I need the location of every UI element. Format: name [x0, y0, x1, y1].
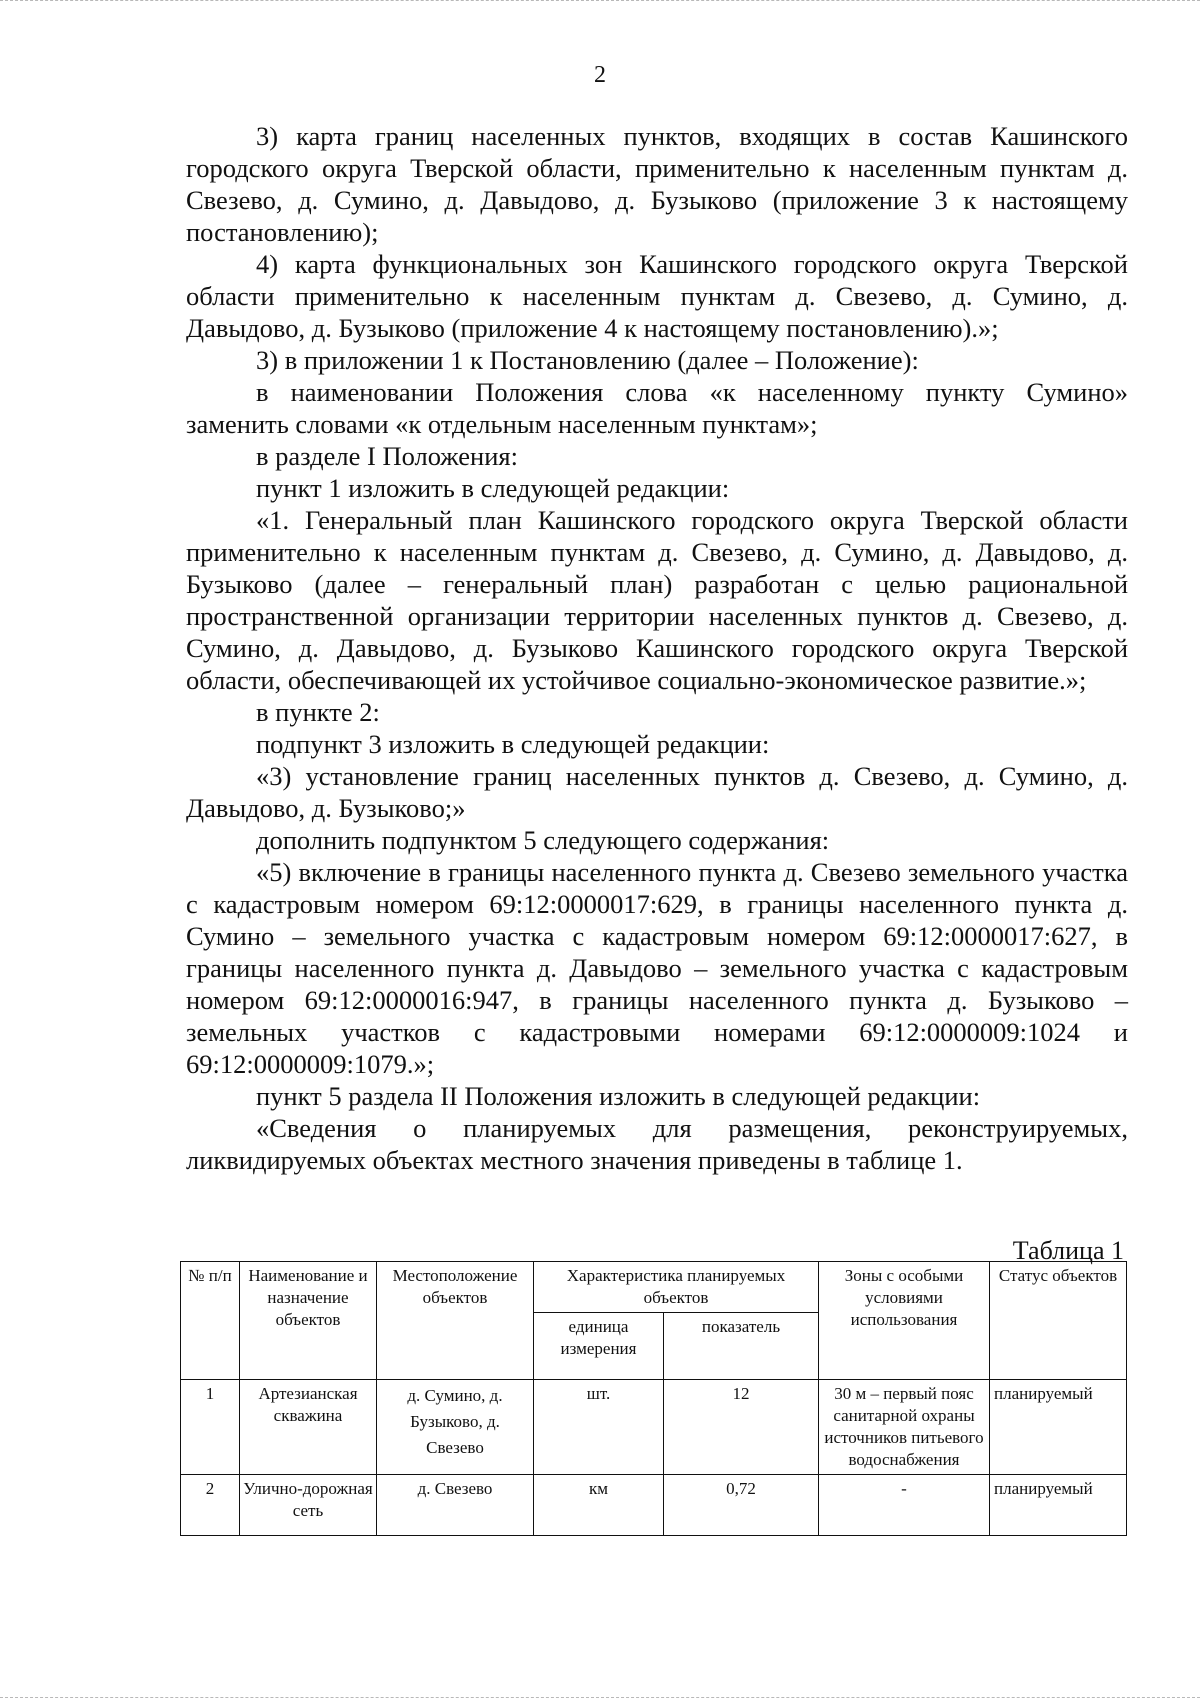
table-caption: Таблица 1 — [1012, 1236, 1124, 1265]
paragraph-map-zones: 4) карта функциональных зон Кашинского городского округа Тверской области применительно к населенным пунктам д. Свезево, д. Сумино, д. Давыдово, д. Бузыково (приложение 4 к настоящему постановлению).»; — [186, 249, 1128, 343]
cell-num: 1 — [181, 1380, 240, 1475]
paragraph-subitem-5-text: «5) включение в границы населенного пункта д. Свезево земельного участка с кадастровым номером 69:12:0000017:629, в границы населенного пункта д. Сумино – земельного участка с кадастровым номером 69:12:0000017:627, в границы населенного пункта д. Давыдово – земельного участка с кадастровым номером 69:12:0000016:947, в границы населенного пункта д. Бузыково – земельных участков с кадастровыми номерами 69:12:0000009:1024 и 69:12:0000009:1079.»; — [186, 857, 1128, 1079]
header-name: Наименование и назначение объектов — [240, 1262, 377, 1380]
header-value: показатель — [664, 1313, 819, 1380]
paragraph-item-1-text: «1. Генеральный план Кашинского городского округа Тверской области применительно к населенным пунктам д. Свезево, д. Сумино, д. Давыдово, д. Бузыково (далее – генеральный план) разработан с целью рациональной пространственной организации территории населенных пунктов д. Свезево, д. Сумино, д. Давыдово, д. Бузыково Кашинского городского округа Тверской области, обеспечивающей их устойчивое социально-экономическое развитие.»; — [186, 505, 1128, 695]
header-characteristics: Характеристика планируемых объектов — [534, 1262, 819, 1313]
paragraph-title-change: в наименовании Положения слова «к населенному пункту Сумино» заменить словами «к отдельным населенным пунктам»; — [186, 377, 1128, 439]
paragraph-subitem-3-text: «3) установление границ населенных пунктов д. Свезево, д. Сумино, д. Давыдово, д. Бузыково;» — [186, 761, 1128, 823]
paragraph-item-5-text: «Сведения о планируемых для размещения, реконструируемых, ликвидируемых объектах местного значения приведены в таблице 1. — [186, 1113, 1128, 1175]
paragraph-item-5-intro: пункт 5 раздела II Положения изложить в следующей редакции: — [256, 1081, 981, 1111]
cell-num: 2 — [181, 1475, 240, 1536]
table-row — [181, 1475, 1127, 1536]
cell-value: 12 — [664, 1380, 819, 1475]
table-row — [181, 1380, 1127, 1475]
header-num: № п/п — [181, 1262, 240, 1380]
paragraph-appendix-1: 3) в приложении 1 к Постановлению (далее – Положение): — [256, 345, 919, 375]
paragraph-map-boundaries: 3) карта границ населенных пунктов, входящих в состав Кашинского городского округа Тверской области, применительно к населенным пунктам д. Свезево, д. Сумино, д. Давыдово, д. Бузыково (приложение 3 к настоящему постановлению); — [186, 121, 1128, 247]
header-location: Местоположение объектов — [377, 1262, 534, 1380]
cell-value: 0,72 — [664, 1475, 819, 1536]
document-body — [186, 120, 1128, 1176]
paragraph-subitem-5-intro: дополнить подпунктом 5 следующего содержания: — [256, 825, 830, 855]
objects-table — [180, 1261, 1127, 1536]
header-zones: Зоны с особыми условиями использования — [819, 1262, 990, 1380]
page-number: 2 — [594, 62, 606, 88]
header-unit: единица измерения — [534, 1313, 664, 1380]
paragraph-item-2: в пункте 2: — [256, 697, 380, 727]
scan-edge-top — [0, 0, 1200, 3]
cell-name: Улично-дорожная сеть — [240, 1475, 377, 1536]
cell-location: д. Сумино, д. Бузыково, д. Свезево — [377, 1380, 534, 1475]
header-status: Статус объектов — [990, 1262, 1127, 1380]
cell-location: д. Свезево — [377, 1475, 534, 1536]
cell-status: планируемый — [990, 1475, 1127, 1536]
scan-edge-bottom — [0, 1697, 1200, 1700]
cell-unit: км — [534, 1475, 664, 1536]
cell-status: планируемый — [990, 1380, 1127, 1475]
paragraph-subitem-3-intro: подпункт 3 изложить в следующей редакции: — [256, 729, 770, 759]
table-header-row — [181, 1262, 1127, 1313]
cell-name: Артезианская скважина — [240, 1380, 377, 1475]
paragraph-item-1-intro: пункт 1 изложить в следующей редакции: — [256, 473, 730, 503]
paragraph-section-1: в разделе I Положения: — [256, 441, 518, 471]
cell-unit: шт. — [534, 1380, 664, 1475]
cell-zones: 30 м – первый пояс санитарной охраны источников питьевого водоснабжения — [819, 1380, 990, 1475]
cell-zones: - — [819, 1475, 990, 1536]
